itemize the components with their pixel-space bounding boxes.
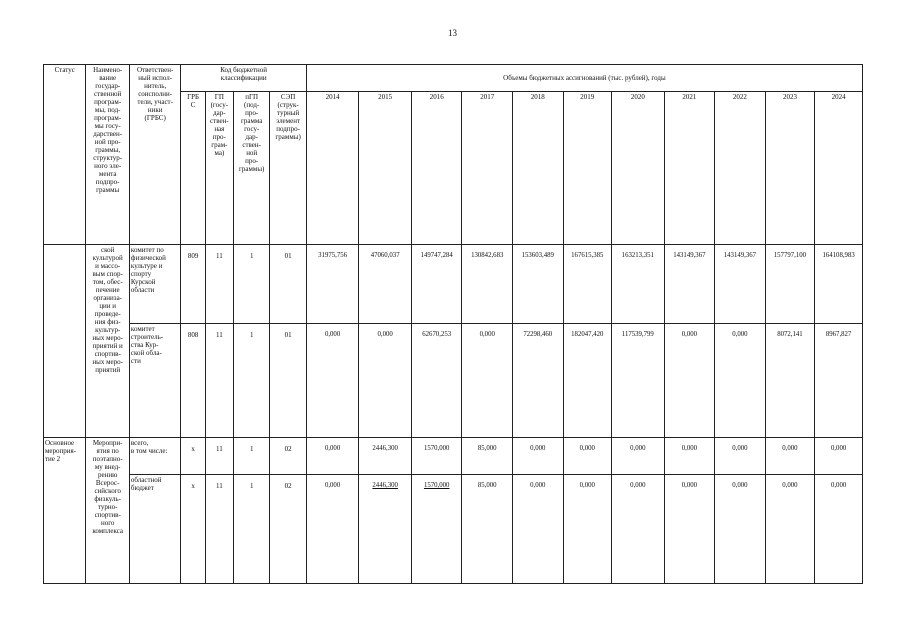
grbs-cell: x: [181, 475, 205, 584]
gp-cell: 11: [205, 324, 233, 438]
grbs-cell: x: [181, 438, 205, 475]
header-year: 2015: [359, 92, 412, 245]
header-grbs: ГРБ С: [181, 92, 205, 245]
header-year: 2022: [715, 92, 766, 245]
value-cell: 163213,351: [612, 245, 665, 324]
value-cell: 8967,827: [815, 324, 863, 438]
pgp-cell: 1: [234, 438, 270, 475]
value-cell: 0,000: [715, 438, 766, 475]
header-year: 2016: [411, 92, 462, 245]
value-cell: 0,000: [306, 438, 359, 475]
value-cell: 117539,799: [612, 324, 665, 438]
header-pgp: пГП (под- про- грамма госу- дар- ствен- ной про- граммы): [234, 92, 270, 245]
value-cell: 0,000: [664, 324, 715, 438]
header-gp: ГП (госу- дар- ствен- ная про- грам- ма): [205, 92, 233, 245]
value-cell: 2446,300: [359, 438, 412, 475]
header-year: 2014: [306, 92, 359, 245]
pgp-cell: 1: [234, 475, 270, 584]
pgp-cell: 1: [234, 324, 270, 438]
header-sep: СЭП (струк- турный элемент подпро- граммы): [270, 92, 306, 245]
value-cell: 143149,367: [664, 245, 715, 324]
header-row-1: [44, 65, 863, 92]
page-number: 13: [448, 28, 457, 38]
value-cell: 153603,489: [513, 245, 564, 324]
header-name: Наимено- вание государ- ственной програм- мы, под- програм- мы госу- дарствен- ной про- граммы, структур- ного эле- мента подпро- граммы: [86, 65, 129, 245]
sep-cell: 02: [270, 438, 306, 475]
table-row: [44, 324, 863, 438]
status-cell: Основное мероприя- тие 2: [44, 438, 86, 584]
sep-cell: 02: [270, 475, 306, 584]
value-cell: 0,000: [359, 324, 412, 438]
grbs-cell: 809: [181, 245, 205, 324]
value-cell: 2446,300: [359, 475, 412, 584]
header-year: 2021: [664, 92, 715, 245]
value-cell: 8072,141: [765, 324, 815, 438]
value-cell: 157797,100: [765, 245, 815, 324]
value-cell: 72298,460: [513, 324, 564, 438]
value-cell: 0,000: [765, 438, 815, 475]
value-cell: 0,000: [563, 475, 612, 584]
header-year: 2024: [815, 92, 863, 245]
gp-cell: 11: [205, 475, 233, 584]
pgp-cell: 1: [234, 245, 270, 324]
value-cell: 0,000: [664, 438, 715, 475]
value-cell: 0,000: [612, 438, 665, 475]
header-status: Статус: [44, 65, 86, 245]
value-cell: 149747,284: [411, 245, 462, 324]
value-cell: 1570,000: [411, 438, 462, 475]
header-year: 2018: [513, 92, 564, 245]
table-row: [44, 438, 863, 475]
value-cell: 62670,253: [411, 324, 462, 438]
responsible-cell: комитет по физической культуре и спорту Курской области: [129, 245, 181, 324]
header-volumes-group: Объемы бюджетных ассигнований (тыс. рублей), годы: [306, 65, 862, 92]
sep-cell: 01: [270, 324, 306, 438]
value-cell: 0,000: [563, 438, 612, 475]
value-cell: 0,000: [306, 475, 359, 584]
value-cell: 1570,000: [411, 475, 462, 584]
name-cell: Меропри- ятия по поэтапно- му внед- рению Всерос- сийского физкуль- турно- спортив- ного комплекса: [86, 438, 129, 584]
value-cell: 0,000: [306, 324, 359, 438]
header-year: 2023: [765, 92, 815, 245]
grbs-cell: 808: [181, 324, 205, 438]
value-cell: 143149,367: [715, 245, 766, 324]
value-cell: 0,000: [462, 324, 513, 438]
value-cell: 0,000: [765, 475, 815, 584]
value-cell: 130842,683: [462, 245, 513, 324]
gp-cell: 11: [205, 245, 233, 324]
responsible-cell: комитет строитель- ства Кур- ской обла- сти: [129, 324, 181, 438]
header-responsible: Ответствен- ный испол- нитель, соисполни- тели, участ- ники (ГРБС): [129, 65, 181, 245]
gp-cell: 11: [205, 438, 233, 475]
name-cell: ской культурой и массо- вым спор- том, обес- печение организа- ции и проведе- ния физ- культур- ных меро- приятий и спортив- ных меро- приятий: [86, 245, 129, 438]
table-row: [44, 245, 863, 324]
value-cell: 0,000: [612, 475, 665, 584]
header-year: 2017: [462, 92, 513, 245]
responsible-cell: областной бюджет: [129, 475, 181, 584]
header-year: 2019: [563, 92, 612, 245]
table-row: [44, 475, 863, 584]
value-cell: 167615,385: [563, 245, 612, 324]
value-cell: 0,000: [664, 475, 715, 584]
value-cell: 85,000: [462, 438, 513, 475]
header-code-group: Код бюджетной классификации: [181, 65, 306, 92]
value-cell: 0,000: [715, 324, 766, 438]
value-cell: 47060,037: [359, 245, 412, 324]
budget-table: [43, 64, 863, 584]
responsible-cell: всего, в том числе:: [129, 438, 181, 475]
value-cell: 182047,420: [563, 324, 612, 438]
header-year: 2020: [612, 92, 665, 245]
value-cell: 0,000: [513, 438, 564, 475]
value-cell: 0,000: [715, 475, 766, 584]
sep-cell: 01: [270, 245, 306, 324]
value-cell: 0,000: [815, 438, 863, 475]
value-cell: 164108,983: [815, 245, 863, 324]
status-cell-empty: [44, 245, 86, 438]
value-cell: 85,000: [462, 475, 513, 584]
value-cell: 31975,756: [306, 245, 359, 324]
value-cell: 0,000: [513, 475, 564, 584]
value-cell: 0,000: [815, 475, 863, 584]
